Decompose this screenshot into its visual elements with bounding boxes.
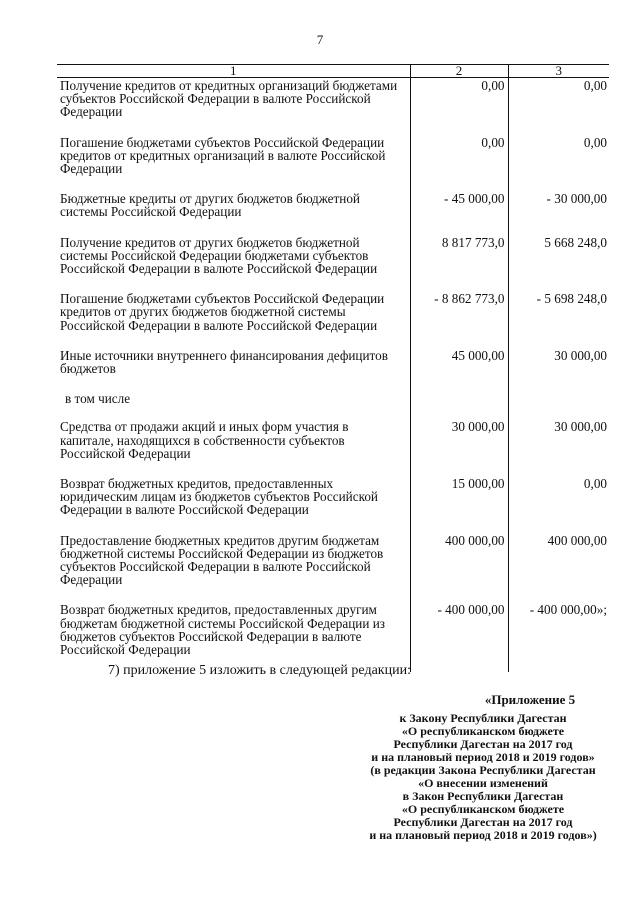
row-value-2017: 45 000,00 xyxy=(410,348,508,391)
row-value-2018: - 30 000,00 xyxy=(508,191,609,234)
table-row xyxy=(57,135,609,192)
table-row xyxy=(57,348,609,391)
table-row xyxy=(57,191,609,234)
appendix-line: и на плановый период 2018 и 2019 годов» xyxy=(371,750,595,764)
table-row xyxy=(57,602,609,672)
row-value-2018: 0,00 xyxy=(508,476,609,533)
appendix-line: в Закон Республики Дагестан xyxy=(402,789,564,803)
row-name: Погашение бюджетами субъектов Российской Федерации кредитов от других бюджетов бюджетной системы Российской Федерации в валюте Российской Федерации xyxy=(60,291,385,333)
row-name: Возврат бюджетных кредитов, предоставленных юридическим лицам из бюджетов субъектов Российской Федерации в валюте Российской Федерации xyxy=(60,476,378,518)
appendix-line: «О республиканском бюджете xyxy=(401,802,565,816)
page-number: 7 xyxy=(316,32,324,47)
table-row xyxy=(57,476,609,533)
appendix-reference-block xyxy=(348,712,618,842)
appendix-line: «О республиканском бюджете xyxy=(401,724,565,738)
row-value-2018: 30 000,00 xyxy=(508,419,609,476)
row-value-2017: - 8 862 773,0 xyxy=(410,291,508,348)
row-value-2018: 5 668 248,0 xyxy=(508,235,609,292)
appendix-title: «Приложение 5 xyxy=(484,692,576,707)
row-value-2018: 0,00 xyxy=(508,135,609,192)
appendix-line: «О внесении изменений xyxy=(418,776,548,790)
amendment-paragraph: 7) приложение 5 изложить в следующей редакции: xyxy=(108,663,411,678)
row-name: в том числе xyxy=(65,391,131,407)
row-value-2017: 15 000,00 xyxy=(410,476,508,533)
row-value-2017: 400 000,00 xyxy=(410,533,508,603)
appendix-line: (в редакции Закона Республики Дагестан xyxy=(370,763,596,777)
appendix-line: и на плановый период 2018 и 2019 годов») xyxy=(369,828,597,842)
table-row xyxy=(57,391,609,419)
row-value-2017: 30 000,00 xyxy=(410,419,508,476)
row-value-2017: - 400 000,00 xyxy=(410,602,508,672)
row-value-2017: 0,00 xyxy=(410,135,508,192)
row-value-2017: 0,00 xyxy=(410,78,508,135)
row-name: Возврат бюджетных кредитов, предоставленных другим бюджетам бюджетной системы Российской Федерации из бюджетов субъектов Российской Федерации в валюте Российской Федерации xyxy=(60,602,385,658)
appendix-line: Республики Дагестан на 2017 год xyxy=(393,737,573,751)
row-value-2018: - 400 000,00»; xyxy=(508,602,609,672)
row-name: Бюджетные кредиты от других бюджетов бюджетной системы Российской Федерации xyxy=(60,191,360,220)
row-value-2018: 30 000,00 xyxy=(508,348,609,391)
table-row xyxy=(57,78,609,135)
appendix-line: Республики Дагестан на 2017 год xyxy=(393,815,573,829)
table-row xyxy=(57,533,609,603)
row-name: Погашение бюджетами субъектов Российской Федерации кредитов от кредитных организаций в валюте Российской Федерации xyxy=(60,134,386,177)
row-value-2017 xyxy=(410,391,508,419)
table-row xyxy=(57,291,609,348)
row-name: Получение кредитов от других бюджетов бюджетной системы Российской Федерации бюджетами субъектов Российской Федерации в валюте Российской Федерации xyxy=(60,234,378,277)
appendix-line: к Закону Республики Дагестан xyxy=(399,711,567,725)
table-row xyxy=(57,235,609,292)
row-value-2018: 0,00 xyxy=(508,78,609,135)
row-name: Иные источники внутреннего финансирования дефицитов бюджетов xyxy=(60,347,388,377)
row-name: Средства от продажи акций и иных форм участия в капитале, находящихся в собственности субъектов Российской Федерации xyxy=(60,419,349,461)
financing-sources-table xyxy=(57,64,609,672)
row-name: Получение кредитов от кредитных организаций бюджетами субъектов Российской Федерации в валюте Российской Федерации xyxy=(60,78,398,120)
table-header-row xyxy=(57,65,609,78)
row-value-2017: - 45 000,00 xyxy=(410,191,508,234)
row-value-2018 xyxy=(508,391,609,419)
row-value-2017: 8 817 773,0 xyxy=(410,235,508,292)
column-header-1: 1 xyxy=(57,65,410,78)
column-header-2: 2 xyxy=(410,65,508,78)
row-name: Предоставление бюджетных кредитов другим бюджетам бюджетной системы Российской Федерации из бюджетов субъектов Российской Федерации в валюте Российской Федерации xyxy=(60,532,384,588)
row-value-2018: 400 000,00 xyxy=(508,533,609,603)
row-value-2018: - 5 698 248,0 xyxy=(508,291,609,348)
column-header-3: 3 xyxy=(508,65,609,78)
table-row xyxy=(57,419,609,476)
